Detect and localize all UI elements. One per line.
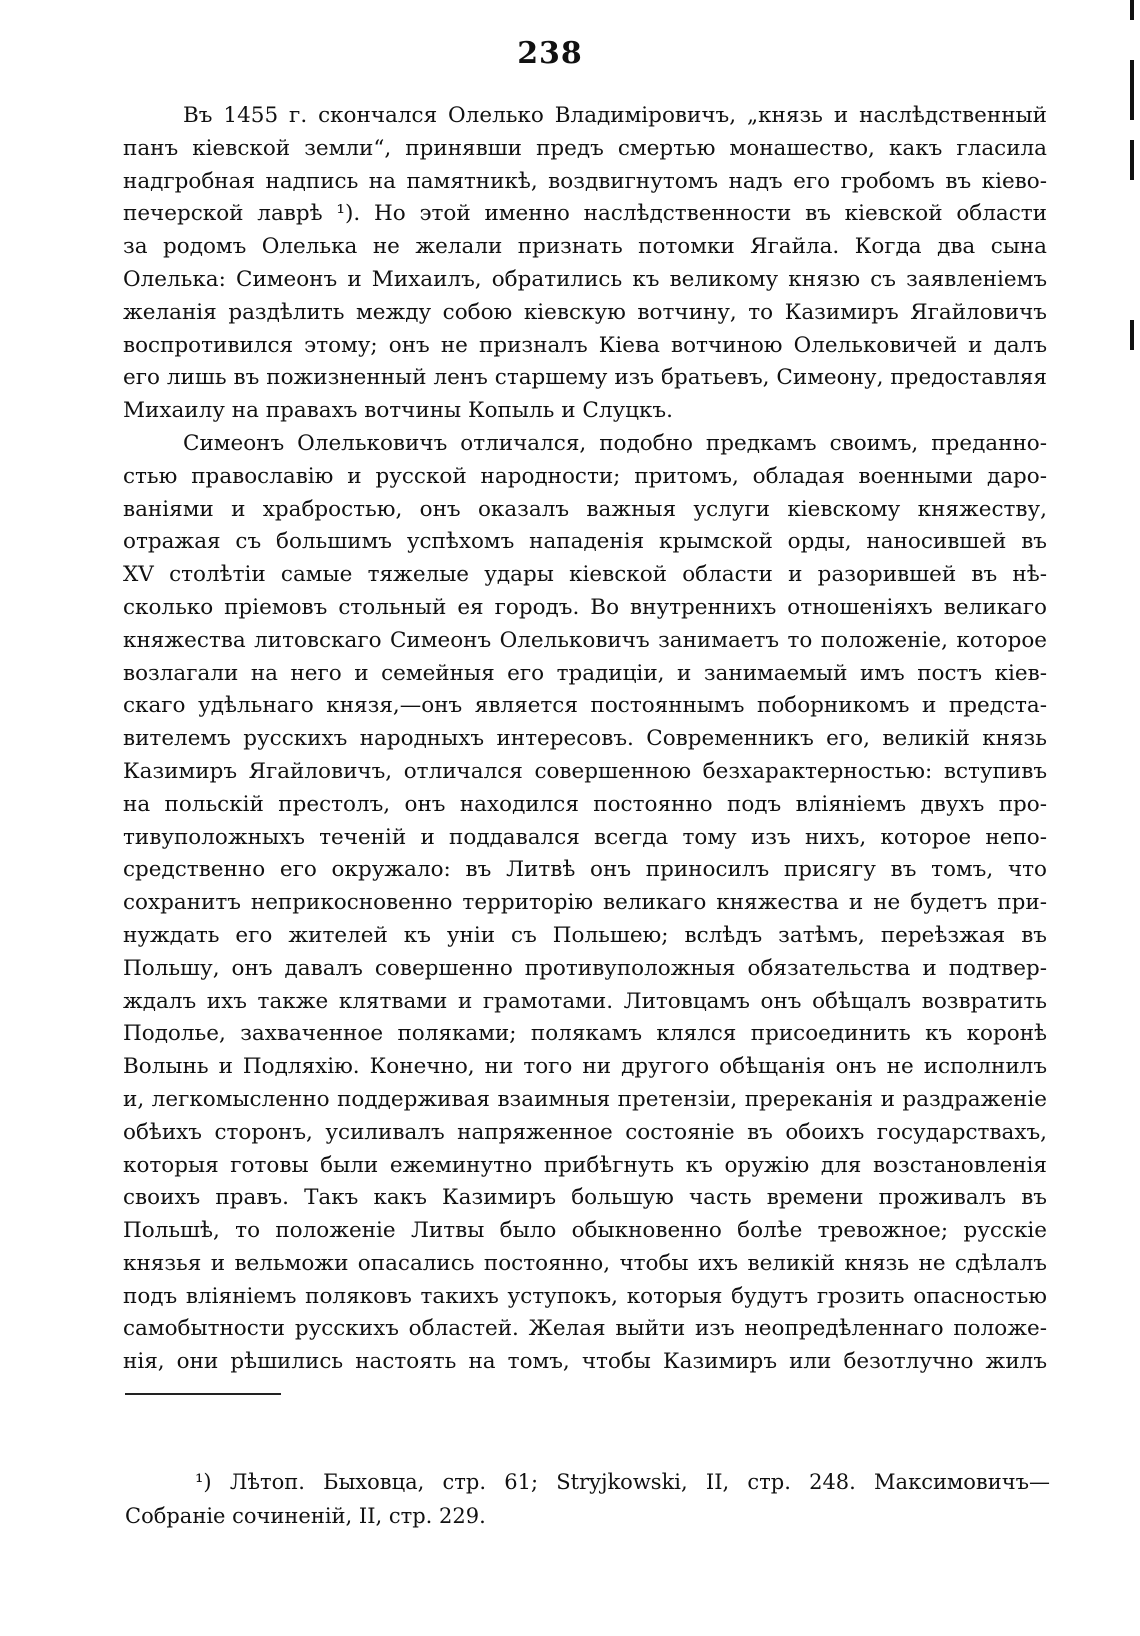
text-line: сохранитъ неприкосновенно территорію великаго княжества и не будетъ при- bbox=[123, 890, 1047, 916]
text-line: обѣихъ сторонъ, усиливалъ напряженное состояніе въ обоихъ государствахъ, bbox=[123, 1119, 1047, 1145]
text-line: надгробная надпись на памятникѣ, воздвигнутомъ надъ его гробомъ въ кіево- bbox=[123, 168, 1047, 194]
text-line: Михаилу на правахъ вотчины Копыль и Слуцкъ. bbox=[123, 398, 673, 424]
footnote bbox=[125, 1465, 1050, 1533]
main-text bbox=[123, 100, 1047, 1379]
text-line: тивуположныхъ теченій и поддавался всегда тому изъ нихъ, которое непо- bbox=[123, 824, 1047, 850]
text-line: своихъ правъ. Такъ какъ Казимиръ большую часть времени проживалъ въ bbox=[123, 1185, 1047, 1211]
scan-edge-mark bbox=[1130, 60, 1134, 120]
footnote-divider bbox=[125, 1393, 281, 1395]
text-line: на польскій престолъ, онъ находился постоянно подъ вліяніемъ двухъ про- bbox=[123, 791, 1047, 817]
text-line: Симеонъ Олельковичъ отличался, подобно предкамъ своимъ, преданно- bbox=[183, 430, 1047, 456]
text-line: Польшѣ, то положеніе Литвы было обыкновенно болѣе тревожное; русскіе bbox=[123, 1218, 1047, 1244]
text-line: скаго удѣльнаго князя,—онъ является постояннымъ поборникомъ и предста- bbox=[123, 693, 1047, 719]
text-line: его лишь въ пожизненный ленъ старшему изъ братьевъ, Симеону, предоставляя bbox=[123, 365, 1047, 391]
text-line: возлагали на него и семейныя его традиціи, и занимаемый имъ постъ кіев- bbox=[123, 660, 1047, 686]
text-line: печерской лаврѣ ¹). Но этой именно наслѣдственности въ кіевской области bbox=[123, 201, 1047, 227]
text-line: воспротивился этому; онъ не призналъ Кіева вотчиною Олельковичей и далъ bbox=[123, 332, 1047, 358]
text-line: вителемъ русскихъ народныхъ интересовъ. Современникъ его, великій князь bbox=[123, 726, 1047, 752]
text-line: стью православію и русской народности; притомъ, обладая военными даро- bbox=[123, 463, 1047, 489]
text-line: которыя готовы были ежеминутно прибѣгнуть къ оружію для возстановленія bbox=[123, 1152, 1047, 1178]
scan-edge-mark bbox=[1130, 140, 1134, 180]
text-line: сколько пріемовъ стольный ея городъ. Во внутреннихъ отношеніяхъ великаго bbox=[123, 594, 1047, 620]
text-line: ждалъ ихъ также клятвами и грамотами. Литовцамъ онъ обѣщалъ возвратить bbox=[123, 988, 1047, 1014]
text-line: средственно его окружало: въ Литвѣ онъ приносилъ присягу въ томъ, что bbox=[123, 857, 1047, 883]
text-line: самобытности русскихъ областей. Желая выйти изъ неопредѣленнаго положе- bbox=[123, 1316, 1047, 1342]
text-line: XV столѣтіи самые тяжелые удары кіевской области и разорившей въ нѣ- bbox=[123, 562, 1047, 588]
text-line: Волынь и Подляхію. Конечно, ни того ни другого обѣщанія онъ не исполнилъ bbox=[123, 1054, 1047, 1080]
scan-edge-mark bbox=[1130, 0, 1134, 20]
text-line: желанія раздѣлить между собою кіевскую вотчину, то Казимиръ Ягайловичъ bbox=[123, 299, 1047, 325]
text-line: Польшу, онъ давалъ совершенно противуположныя обязательства и подтвер- bbox=[123, 955, 1047, 981]
text-line: панъ кіевской земли“, принявши предъ смертью монашество, какъ гласила bbox=[123, 135, 1047, 161]
text-line: подъ вліяніемъ поляковъ такихъ уступокъ, которыя будутъ грозить опасностью bbox=[123, 1283, 1047, 1309]
text-line: княжества литовскаго Симеонъ Олельковичъ занимаетъ то положеніе, которое bbox=[123, 627, 1047, 653]
text-line: Въ 1455 г. скончался Олелько Владиміровичъ, „князь и наслѣдственный bbox=[183, 103, 1047, 128]
text-line: нія, они рѣшились настоять на томъ, чтобы Казимиръ или безотлучно жилъ bbox=[123, 1349, 1047, 1375]
text-line: Олелька: Симеонъ и Михаилъ, обратились къ великому князю съ заявленіемъ bbox=[123, 266, 1047, 292]
footnote-line: ¹) Лѣтоп. Быховца, стр. 61; Stryjkowski, II, стр. 248. Максимовичъ— bbox=[195, 1470, 1050, 1494]
text-line: за родомъ Олелька не желали признать потомки Ягайла. Когда два сына bbox=[123, 234, 1047, 260]
text-line: ваніями и храбростью, онъ оказалъ важныя услуги кіевскому княжеству, bbox=[123, 496, 1047, 522]
text-line: нуждать его жителей къ уніи съ Польшею; вслѣдъ затѣмъ, переѣзжая въ bbox=[123, 922, 1047, 948]
scan-edge-mark bbox=[1130, 320, 1134, 350]
text-line: Казимиръ Ягайловичъ, отличался совершенною безхарактерностью: вступивъ bbox=[123, 758, 1047, 784]
text-line: Подолье, захваченное поляками; полякамъ клялся присоединить къ коронѣ bbox=[123, 1021, 1047, 1047]
text-line: и, легкомысленно поддерживая взаимныя претензіи, пререканія и раздраженіе bbox=[123, 1086, 1047, 1112]
text-line: князья и вельможи опасались постоянно, чтобы ихъ великій князь не сдѣлалъ bbox=[123, 1250, 1047, 1276]
page-number: 238 bbox=[517, 36, 583, 71]
text-line: отражая съ большимъ успѣхомъ нападенія крымской орды, наносившей въ bbox=[123, 529, 1047, 555]
footnote-line: Собраніе сочиненій, II, стр. 229. bbox=[125, 1504, 486, 1528]
